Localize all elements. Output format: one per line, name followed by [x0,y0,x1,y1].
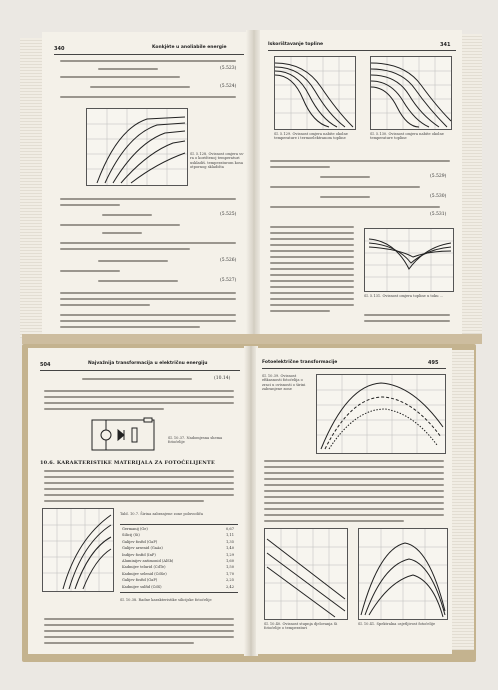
text-line [60,242,236,244]
text-line [270,250,354,252]
table-cell-value: 0,67 [225,527,234,531]
table-rule [120,524,238,525]
text-line [364,314,450,316]
text-line [44,500,204,502]
temperature-lines-plot [265,529,347,619]
figure-caption: Sl. 10.38. Radne karakteristike silicijske fotoćelije [120,598,212,602]
text-line [264,514,444,516]
table-row [120,577,238,583]
text-line [264,478,444,480]
text-line [60,60,236,62]
text-line [60,204,120,206]
figure-caption: Sl. 10.39. Ovisnost efikasnosti fotoćelija o zraci u ovisnosti o širini zabranjene zone [262,374,306,392]
upper-left-page [42,32,252,334]
equation-number: (5.530) [430,194,447,199]
equation-number: (5.527) [220,278,237,283]
text-line [264,490,444,492]
text-line [44,618,234,620]
text-line [60,314,236,316]
header-rule [268,50,456,51]
curve-family-plot [87,109,187,185]
decay-curves-plot [275,57,355,129]
lower-book-right-edge [450,350,474,650]
equation-number: (5.523) [220,66,237,71]
upper-book-cover-bottom [22,334,482,344]
text-line [264,502,444,504]
table-row [120,558,238,564]
text-line [60,298,236,300]
table-cell-value: 2,25 [225,578,234,583]
text-line [270,238,354,240]
text-line [44,390,234,392]
text-line [270,286,354,288]
text-line [264,466,444,468]
text-line [82,378,192,380]
text-line [60,320,236,322]
text-line [264,520,404,522]
text-line [44,402,234,404]
dip-curves-plot [365,229,453,291]
table-row [120,584,238,590]
running-head: Najvažnija transformacija u električnu energiju [88,361,208,366]
text-line [60,76,180,78]
text-line [264,460,444,462]
text-line [44,624,234,626]
text-line [90,86,190,88]
text-line [320,176,370,178]
iv-curves-plot [43,509,113,591]
text-line [270,298,354,300]
table-rule [120,592,238,593]
upper-left-figure [86,108,188,186]
lower-left-figure [42,508,114,592]
upper-book-right-edge [460,34,482,340]
text-line [270,206,440,208]
table-cell-value: 1,40 [225,546,234,551]
equation-number: (5.525) [220,212,237,217]
table-cell-value: 1,29 [225,552,234,557]
text-line [44,630,234,632]
text-line [60,96,236,98]
table-cell-value: 2,42 [225,584,234,589]
equation-number: (5.531) [430,212,447,217]
text-line [264,508,444,510]
lower-right-page [256,348,452,654]
efficiency-curves-plot [317,375,445,453]
text-line [44,488,234,490]
text-line [270,186,420,188]
text-line [60,198,236,200]
table-row [120,545,238,551]
running-head: Iskorištavanje topline [268,42,324,47]
upper-book [20,28,482,346]
figure-caption: Sl. 5.129. Ovisnost omjera nabite okolne temperature i termoelektranom topline [274,132,348,141]
equation-number: (5.529) [430,174,447,179]
text-line [44,494,234,496]
table-body [120,526,238,592]
figure-caption: Sl. 10.41. Spektralna osjetljivost fotoćelije [358,622,436,626]
lower-right-figure-c [358,528,448,620]
text-line [264,484,444,486]
text-line [270,310,330,312]
text-line [98,260,168,262]
text-line [270,244,354,246]
text-line [102,214,152,216]
text-line [270,226,354,228]
text-line [320,196,370,198]
circuit-schematic [88,416,158,454]
text-line [270,292,354,294]
text-line [102,232,142,234]
table-cell-value: 1,35 [225,539,234,544]
text-line [270,256,354,258]
table-cell-material: Galijev fosfid (GaP) [122,539,158,544]
page-number: 495 [428,360,439,366]
text-line [98,68,158,70]
table-row [120,564,238,570]
text-line [270,304,354,306]
lower-left-page [28,348,248,654]
table-cell-material: Germanij (Ge) [122,527,148,531]
table-cell-value: 1,60 [225,559,234,563]
text-line [270,280,354,282]
text-line [364,320,450,322]
table-cell-material: Galijev arsenid (GaAs) [122,546,163,551]
text-line [270,166,330,168]
table-cell-material: Kadmijev selenid (CdSe) [122,571,167,576]
running-head: Konkjète u anoliabile energie [152,45,227,50]
text-line [270,232,354,234]
page-number: 504 [40,362,51,368]
table-cell-material: Galijev fosfid (GaP) [122,578,158,583]
table-row [120,532,238,538]
table-cell-material: Aluminijev antimonid (AlSb) [122,559,174,563]
upper-right-figure-a [274,56,356,130]
table-row [120,552,238,558]
text-line [60,248,190,250]
table-cell-value: 1,11 [225,533,234,538]
text-line [44,482,234,484]
upper-right-page [260,30,462,334]
page-number: 340 [54,46,65,52]
table-cell-material: Kadmijev telurid (CdTe) [122,565,166,570]
figure-caption: Sl. 10.37. Nadomjesna shema fotoćelije [168,436,223,445]
figure-caption: Sl. 10.40. Ovisnost stupnja djelovanja Si fotoćelije o temperaturi [264,622,338,631]
table-row [120,539,238,545]
upper-right-figure-b [370,56,452,130]
text-line [44,396,234,398]
text-line [44,408,164,410]
figure-caption: Sl. 5.131. Ovisnost omjera topline u toku ... [364,294,444,298]
lower-right-figure-a [316,374,446,454]
decay-curves-plot [371,57,451,129]
text-line [60,224,180,226]
table-title: Tabl. 10.7. Širina zabranjene zone poluvodiča [120,512,204,516]
equation-number: (5.526) [220,258,237,263]
text-line [44,476,234,478]
lower-book [22,344,476,662]
circuit-diagram [88,416,158,454]
header-rule [262,368,446,369]
text-line [60,326,200,328]
upper-right-figure-c [364,228,454,292]
table-cell-value: 1,70 [225,571,234,576]
text-line [44,642,194,644]
text-line [60,304,150,306]
text-line [264,496,444,498]
text-line [44,636,234,638]
text-line [270,274,354,276]
equation-number: (10.14) [214,376,231,381]
running-head: Fotoelektrične transformacije [262,360,338,365]
lower-right-figure-b [264,528,348,620]
table-row [120,571,238,577]
equation-number: (5.524) [220,84,237,89]
page-number: 341 [440,42,451,48]
header-rule [40,370,240,371]
table-cell-value: 1,50 [225,565,234,570]
text-line [264,472,444,474]
table-row [120,526,238,532]
figure-caption: Sl. 5.130. Ovisnost omjera nabite okolne temperature topline [370,132,444,141]
text-line [44,470,234,472]
section-heading: 10.6. KARAKTERISTIKE MATERIJALA ZA FOTOĆELIJENTE [40,460,215,466]
text-line [60,292,236,294]
table-cell-material: Silicij (Si) [122,533,140,538]
text-line [60,270,120,272]
figure-caption: Sl. 5.128. Ovisnost omjera ss-ra o korištenoj temperaturi uskladiš. temperaturom kosa otpornog skladišta [190,152,245,170]
table-cell-material: Indijev fosfid (InP) [122,552,156,557]
upper-book-left-edge [20,38,44,338]
text-line [270,160,450,162]
semiconductor-table [120,512,240,594]
text-line [270,262,354,264]
header-rule [54,54,244,55]
table-cell-material: Kadmijev sulfid (CdS) [122,584,162,589]
text-line [270,268,354,270]
spectral-curves-plot [359,529,447,619]
text-line [98,280,178,282]
